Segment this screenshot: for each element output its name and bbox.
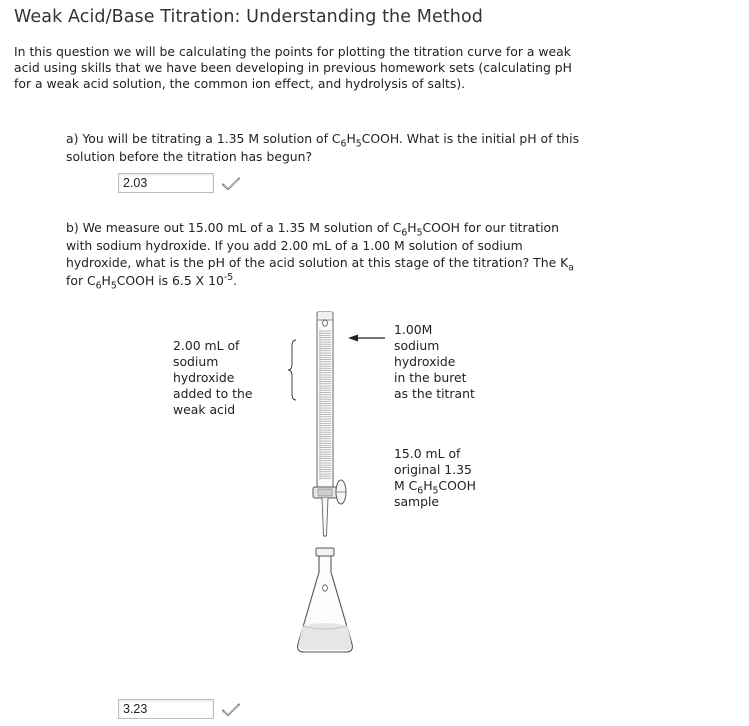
answer-a-input[interactable]: 2.03 [118, 173, 214, 193]
page-title: Weak Acid/Base Titration: Understanding the Method [14, 7, 483, 27]
check-mark-icon [221, 702, 241, 718]
volume-bracket [288, 340, 296, 400]
erlenmeyer-flask [298, 548, 353, 652]
titrant-label: 1.00M sodium hydroxide in the buret as the titrant [394, 322, 475, 401]
intro-paragraph: In this question we will be calculating the points for plotting the titration curve for a weak acid using skills that we have been developing in previous homework sets (calculating pH for a weak acid solution, the common ion effect, and hydrolysis of salts). [14, 44, 572, 91]
question-a-text: a) You will be titrating a 1.35 M solution of $C_6H_5COOH$. What is the initial pH of this solution before the titration has begun? [66, 131, 580, 164]
question-b-text: b) We measure out 15.00 mL of a 1.35 M solution of $C_6H_5COOH$ for our titration with sodium hydroxide. If you add 2.00 mL of a 1.00 M solution of sodium hydroxide, what is the pH of the acid solution at this stage of the titration? The $K_a$ for $C_6H_5COOH$ is 6.5 X $10^{-5}$. [66, 220, 574, 291]
titrant-arrow [348, 335, 385, 342]
added-volume-label: 2.00 mL of sodium hydroxide added to the weak acid [173, 338, 253, 417]
answer-b-input[interactable]: 3.23 [118, 699, 214, 719]
sample-label: 15.0 mL of original 1.35 M $C_6H_5COOH$ sample [394, 446, 476, 509]
buret [313, 312, 346, 536]
